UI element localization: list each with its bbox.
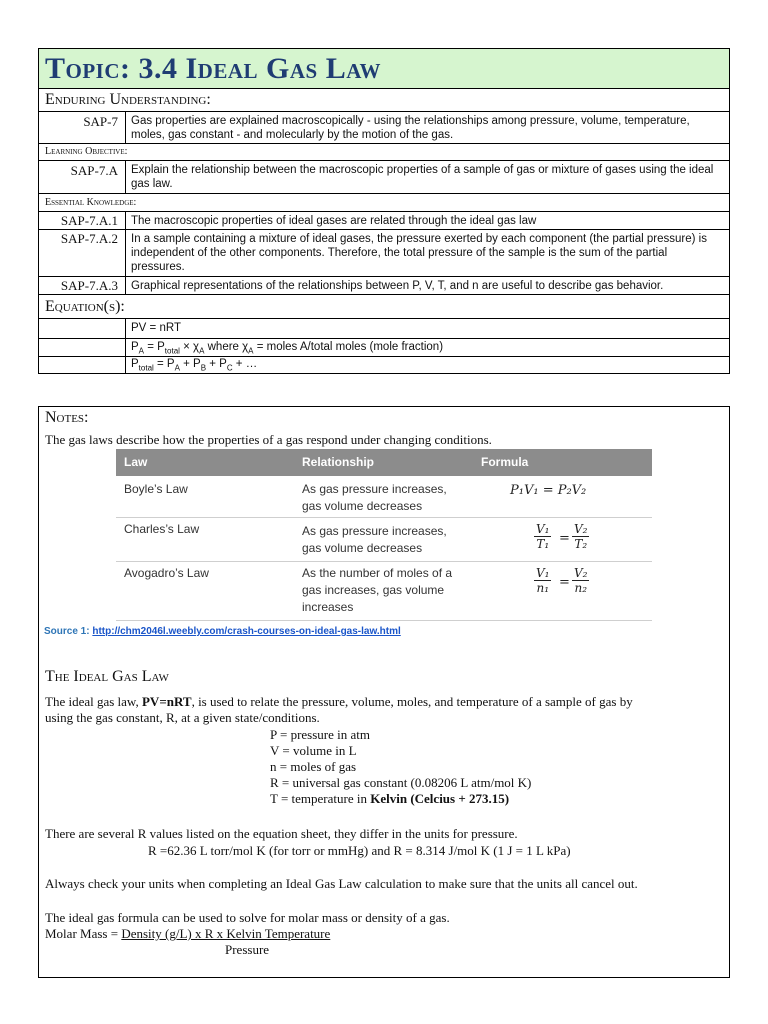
relationship-line-3: increases	[302, 600, 354, 614]
objective-text: Explain the relationship between the macroscopic properties of a sample of gas or mixture of gases using the ideal gas law.	[131, 164, 714, 190]
relationship-line-2: gas increases, gas volume	[302, 583, 445, 597]
ideal-gas-heading: The Ideal Gas Law	[45, 668, 169, 685]
molar-mass-intro: The ideal gas formula can be used to solve for molar mass or density of a gas.	[45, 910, 450, 925]
molar-mass-denominator: Pressure	[225, 942, 270, 957]
essential-code-2: SAP-7.A.2	[60, 231, 118, 246]
topic-title: Topic: 3.4 Ideal Gas Law	[45, 52, 382, 85]
table-row-charles	[116, 518, 652, 562]
table-header	[116, 449, 652, 476]
enduring-row	[39, 112, 729, 144]
equation-ideal-gas: PV = nRT	[131, 322, 181, 334]
table-row-avogadro	[116, 562, 652, 621]
charles-fraction-right: $\frac{\text{V₂}}{\text{T₂}}$	[574, 522, 588, 551]
law-name: Charles’s Law	[124, 522, 200, 536]
objective-row	[39, 161, 729, 194]
law-name: Boyle’s Law	[124, 482, 188, 496]
relationship-line-1: As gas pressure increases,	[302, 524, 447, 538]
essential-label: Essential Knowledge:	[45, 197, 137, 208]
ideal-gas-paragraph-line-1: The ideal gas law, PV=nRT, is used to relate the pressure, volume, moles, and temperature of a sample of gas by	[45, 694, 633, 709]
boyle-formula: P₁V₁ = P₂V₂	[510, 483, 587, 498]
source-citation	[44, 626, 401, 637]
r-values-line-1: There are several R values listed on the equation sheet, they differ in the units for pressure.	[45, 826, 518, 841]
relationship-line-2: gas volume decreases	[302, 541, 423, 555]
relationship-line-2: gas volume decreases	[302, 499, 423, 513]
check-units-text: Always check your units when completing an Ideal Gas Law calculation to make sure that the units all cancel out.	[45, 876, 638, 891]
relationship-line-1: As the number of moles of a	[302, 566, 453, 580]
enduring-header-row	[39, 89, 729, 112]
objective-label: Learning Objective:	[45, 146, 128, 157]
gas-laws-table	[116, 449, 652, 621]
avogadro-fraction-right: $\frac{\text{V₂}}{\text{n₂}}$	[574, 566, 588, 595]
essential-header-row	[39, 194, 729, 212]
ideal-gas-paragraph-line-2: using the gas constant, R, at a given state/conditions.	[45, 710, 320, 725]
equations-header-row	[39, 295, 729, 319]
def-volume: V = volume in L	[270, 743, 357, 758]
def-gas-constant: R = universal gas constant (0.08206 L atm/mol K)	[270, 775, 532, 790]
molar-mass-formula: Molar Mass = Density (g/L) x R x Kelvin Temperature	[45, 926, 331, 941]
equation-row-1	[39, 319, 729, 339]
relationship-line-1: As gas pressure increases,	[302, 482, 447, 496]
essential-row-1	[39, 212, 729, 230]
enduring-text: Gas properties are explained macroscopically - using the relationships among pressure, volume, temperature, moles, gas constant - and molecularly by the motion of the gas.	[131, 115, 690, 141]
equations-label: Equation(s):	[45, 298, 125, 315]
equals-sign: =	[559, 575, 570, 590]
header-formula: Formula	[481, 455, 529, 469]
def-temperature: T = temperature in Kelvin (Celcius + 273.15)	[270, 791, 510, 806]
law-name: Avogadro’s Law	[124, 566, 209, 580]
essential-text-1: The macroscopic properties of ideal gases are related through the ideal gas law	[131, 215, 537, 227]
notes-intro: The gas laws describe how the properties of a gas respond under changing conditions.	[45, 432, 492, 447]
table-row-boyle	[116, 476, 652, 518]
objective-code: SAP-7.A	[70, 163, 118, 178]
charles-fraction-left: $\frac{\text{V₁}}{\text{T₁}}$	[536, 522, 550, 551]
essential-text-2: In a sample containing a mixture of ideal gases, the pressure exerted by each component (the partial pressure) is independent of the other components. Therefore, the total pressure of the sample is the sum of the partial pressures.	[131, 233, 707, 273]
equals-sign: =	[559, 531, 570, 546]
essential-row-3	[39, 277, 729, 295]
essential-row-2	[39, 230, 729, 277]
objective-header-row	[39, 144, 729, 161]
def-moles: n = moles of gas	[270, 759, 357, 774]
notes-label: Notes:	[45, 409, 89, 426]
avogadro-fraction-left: $\frac{\text{V₁}}{\text{n₁}}$	[536, 566, 550, 595]
source-link[interactable]: http://chm2046l.weebly.com/crash-courses-on-ideal-gas-law.html	[92, 626, 401, 637]
header-relationship: Relationship	[302, 455, 375, 469]
equation-row-2	[39, 339, 729, 357]
essential-code-3: SAP-7.A.3	[60, 278, 118, 293]
enduring-label: Enduring Understanding:	[45, 91, 211, 108]
topic-box	[38, 48, 730, 374]
topic-title-row	[39, 49, 729, 89]
essential-code-1: SAP-7.A.1	[60, 213, 118, 228]
source-label: Source 1:	[44, 626, 90, 637]
essential-text-3: Graphical representations of the relationships between P, V, T, and n are useful to describe gas behavior.	[131, 280, 664, 292]
equation-row-3	[39, 357, 729, 374]
header-law: Law	[124, 455, 148, 469]
enduring-code: SAP-7	[83, 114, 118, 129]
def-pressure: P = pressure in atm	[270, 727, 371, 742]
equation-total-pressure: $P_{total} = P_A + P_B + P_C$ + …	[131, 358, 258, 373]
equation-partial-pressure: $P_A = P_{total} \times \chi_A$ where $\chi_A$ = moles A/total moles (mole fraction)	[131, 341, 444, 356]
notes-box	[38, 406, 730, 978]
r-values-line-2: R =62.36 L torr/mol K (for torr or mmHg) and R = 8.314 J/mol K (1 J = 1 L kPa)	[148, 843, 571, 858]
